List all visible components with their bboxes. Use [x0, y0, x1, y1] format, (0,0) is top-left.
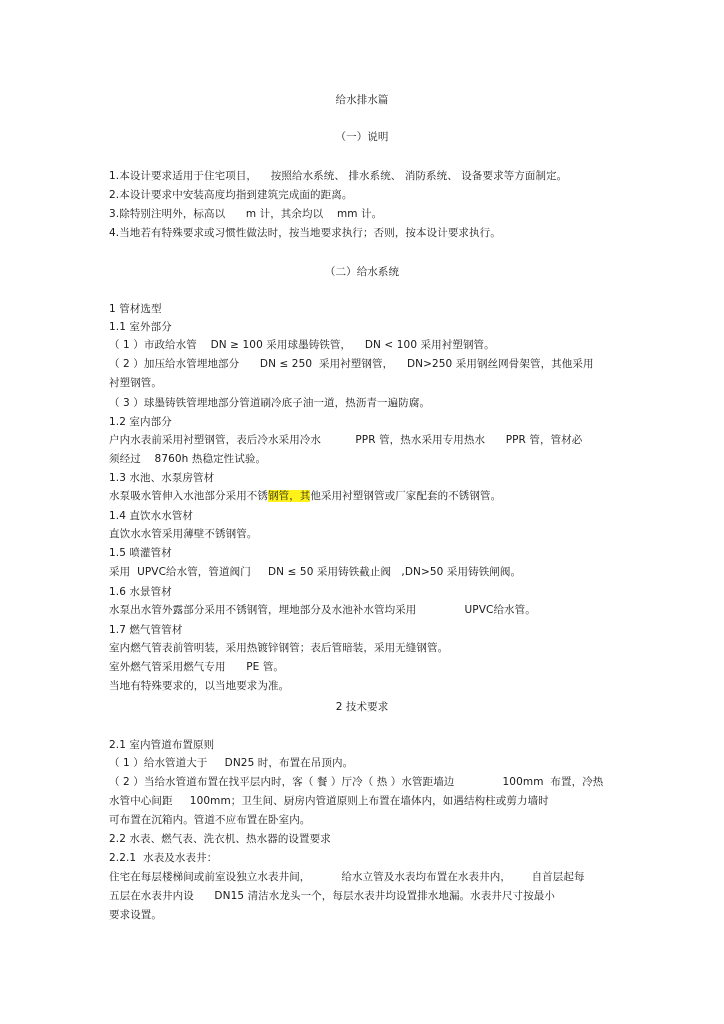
subheading: 1.5 喷灌管材 — [109, 547, 172, 559]
highlighted-text: 钢管，其 — [268, 490, 311, 502]
paragraph-line: 室外燃气管采用燃气专用 PE 管。 — [109, 661, 285, 673]
paragraph-line-highlighted — [109, 489, 501, 503]
paragraph-line: （ 2 ）当给水管道布置在找平层内时，客（ 餐 ）厅冷（ 热 ）水管距墙边 100mm 布置，冷热 — [109, 776, 604, 788]
paragraph-line: 可布置在沉箱内。管道不应布置在卧室内。 — [109, 814, 311, 826]
paragraph-line: （ 1 ）市政给水管 DN ≥ 100 采用球墨铸铁管， DN < 100 采用衬塑钢管。 — [109, 339, 495, 351]
paragraph-line: 室内燃气管表前管明装，采用热镀锌钢管；表后管暗装，采用无缝钢管。 — [109, 642, 449, 654]
paragraph-line: （ 2 ）加压给水管埋地部分 DN ≤ 250 采用衬塑钢管， DN>250 采用钢丝网骨架管，其他采用 — [109, 358, 594, 370]
subheading: 1.6 水景管材 — [109, 586, 172, 598]
paragraph-line: 水泵出水管外露部分采用不锈钢管，埋地部分及水池补水管均采用 UPVC给水管。 — [109, 604, 536, 616]
text-segment: 他采用衬塑钢管或厂家配套的不锈钢管。 — [310, 490, 502, 502]
subheading: 1.3 水池、水泵房管材 — [109, 472, 215, 484]
paragraph-line: 住宅在每层楼梯间或前室设独立水表井间， 给水立管及水表均布置在水表井内， 自首层起每 — [109, 871, 585, 883]
subheading: 2.2.1 水表及水表井： — [109, 852, 218, 864]
subheading: 2.1 室内管道布置原则 — [109, 739, 215, 751]
section-heading-water-supply: （二）给水系统 — [324, 266, 400, 278]
paragraph-line: （ 1 ）给水管道大于 DN25 时，布置在吊顶内。 — [109, 757, 354, 769]
subheading: 2.2 水表、燃气表、洗衣机、热水器的设置要求 — [109, 833, 331, 845]
section-heading-notes: （一）说明 — [335, 131, 389, 143]
subheading: 1.4 直饮水水管材 — [109, 510, 194, 522]
paragraph-line: 2.本设计要求中安装高度均指到建筑完成面的距离。 — [109, 189, 353, 201]
paragraph-line: 衬塑钢管。 — [109, 377, 162, 389]
section-heading-technical: 2 技术要求 — [335, 701, 389, 713]
paragraph-line: 4.当地若有特殊要求或习惯性做法时，按当地要求执行；否则，按本设计要求执行。 — [109, 227, 501, 239]
text-segment: 水泵吸水管伸入水池部分采用不锈 — [109, 490, 268, 502]
paragraph-line: 水管中心间距 100mm；卫生间、厨房内管道原则上布置在墙体内，如遇结构柱或剪力墙时 — [109, 795, 549, 807]
paragraph-line: 3.除特别注明外，标高以 m 计，其余均以 mm 计。 — [109, 208, 383, 220]
paragraph-line: 当地有特殊要求的，以当地要求为准。 — [109, 680, 290, 692]
paragraph-line: 五层在水表井内设 DN15 清洁水龙头一个，每层水表井均设置排水地漏。水表井尺寸按最小 — [109, 890, 555, 902]
subheading: 1.1 室外部分 — [109, 321, 172, 333]
paragraph-line: （ 3 ）球墨铸铁管埋地部分管道刷冷底子油一道，热沥青一遍防腐。 — [109, 397, 431, 409]
paragraph-line: 须经过 8760h 热稳定性试验。 — [109, 453, 267, 465]
subheading: 1.2 室内部分 — [109, 416, 172, 428]
subheading: 1 管材选型 — [109, 303, 162, 315]
paragraph-line: 1.本设计要求适用于住宅项目， 按照给水系统、 排水系统、 消防系统、 设备要求等方面制定。 — [109, 170, 568, 182]
paragraph-line: 采用 UPVC给水管，管道阀门 DN ≤ 50 采用铸铁截止阀 ,DN>50 采用铸铁闸阀。 — [109, 566, 522, 578]
paragraph-line: 直饮水水管采用薄壁不锈钢管。 — [109, 528, 258, 540]
paragraph-line: 要求设置。 — [109, 909, 162, 921]
paragraph-line: 户内水表前采用衬塑钢管，表后冷水采用冷水 PPR 管，热水采用专用热水 PPR 管，管材必 — [109, 434, 583, 446]
doc-title: 给水排水篇 — [335, 94, 389, 106]
subheading: 1.7 燃气管管材 — [109, 624, 183, 636]
